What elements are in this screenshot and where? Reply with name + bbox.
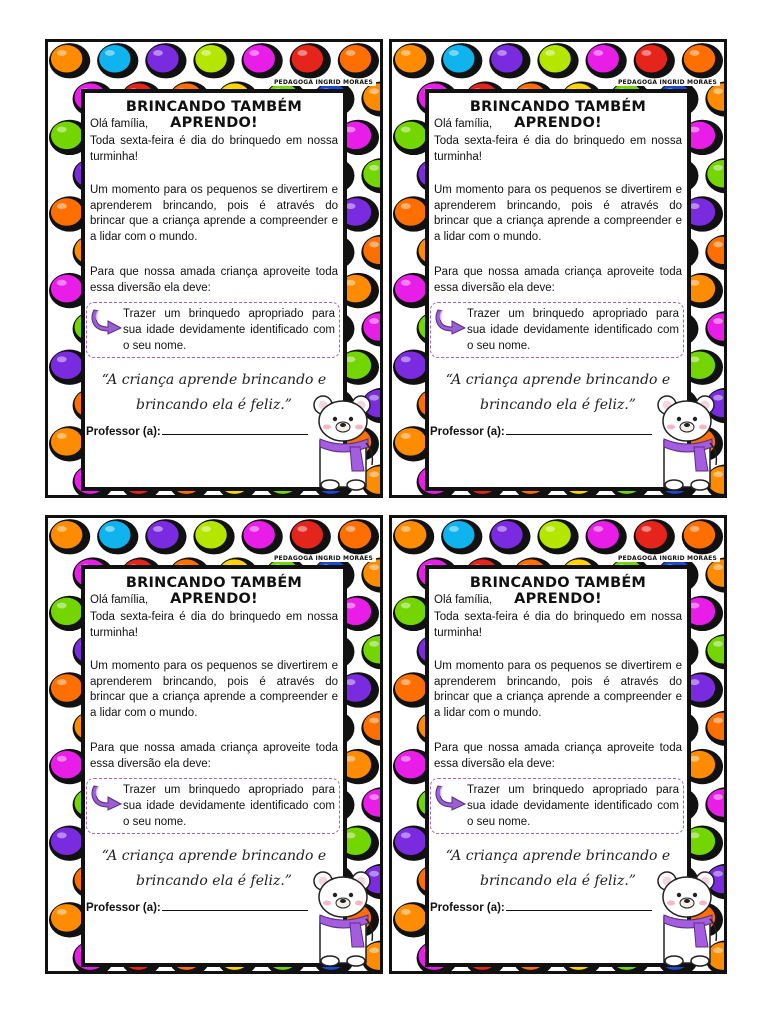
polka-dot (393, 519, 434, 554)
polka-dot (361, 711, 380, 746)
polka-dot (705, 711, 724, 746)
polka-dot (361, 311, 380, 346)
greeting: Olá família, (90, 118, 149, 130)
intro-paragraph: Toda sexta-feira é dia do brinquedo em nossa turminha! (434, 611, 682, 639)
polka-dot (489, 43, 530, 78)
greeting: Olá família, (90, 594, 149, 606)
content-panel (425, 565, 691, 967)
quote-line-1: “A criança aprende brincando e (445, 372, 671, 388)
greeting: Olá família, (434, 118, 493, 130)
teacher-label: Professor (a): (86, 902, 161, 914)
instruction-text: Trazer um brinquedo apropriado para sua idade devidamente identificado com o seu nome. (123, 308, 335, 352)
curved-arrow-icon (434, 783, 468, 811)
author-credit: PEDAGOGA INGRID MORAES (271, 79, 376, 86)
polka-dot (97, 43, 138, 78)
signature-line (506, 900, 652, 911)
polar-bear-illustration (310, 867, 376, 967)
intro-paragraph: Toda sexta-feira é dia do brinquedo em nossa turminha! (434, 135, 682, 163)
card-title: BRINCANDO TAMBÉM APRENDO! (125, 575, 303, 607)
polka-dot (441, 519, 482, 554)
polka-dot (145, 519, 186, 554)
instruction-text: Trazer um brinquedo apropriado para sua idade devidamente identificado com o seu nome. (123, 784, 335, 828)
purpose-paragraph: Um momento para os pequenos se divertirem e aprenderem brincando, pois é através do brincar que a criança aprende a compreender e a lidar com o mundo. (90, 660, 338, 719)
requirement-paragraph: Para que nossa amada criança aproveite toda essa diversão ela deve: (434, 266, 682, 294)
polka-dot (705, 235, 724, 270)
polka-dot (97, 519, 138, 554)
polka-dot (242, 519, 283, 554)
requirement-paragraph: Para que nossa amada criança aproveite toda essa diversão ela deve: (90, 742, 338, 770)
teacher-label: Professor (a): (430, 902, 505, 914)
teacher-signature-field (430, 900, 652, 914)
content-panel (81, 89, 347, 491)
author-credit: PEDAGOGA INGRID MORAES (615, 555, 720, 562)
polka-dot (634, 43, 675, 78)
polka-dot (634, 519, 675, 554)
instruction-box (86, 778, 340, 834)
quote-line-1: “A criança aprende brincando e (101, 848, 327, 864)
instruction-text: Trazer um brinquedo apropriado para sua idade devidamente identificado com o seu nome. (467, 308, 679, 352)
teacher-signature-field (86, 424, 308, 438)
polka-dot (338, 43, 379, 78)
polka-dot (361, 787, 380, 822)
polka-dot (361, 235, 380, 270)
polka-dot (338, 519, 379, 554)
card-title: BRINCANDO TAMBÉM APRENDO! (469, 99, 647, 131)
curved-arrow-icon (90, 783, 124, 811)
teacher-label: Professor (a): (430, 426, 505, 438)
polka-dot (193, 43, 234, 78)
polka-dot (537, 519, 578, 554)
polka-dot (705, 787, 724, 822)
intro-paragraph: Toda sexta-feira é dia do brinquedo em nossa turminha! (90, 135, 338, 163)
requirement-paragraph: Para que nossa amada criança aproveite toda essa diversão ela deve: (90, 266, 338, 294)
signature-line (162, 424, 308, 435)
instruction-text: Trazer um brinquedo apropriado para sua idade devidamente identificado com o seu nome. (467, 784, 679, 828)
polka-dot (361, 158, 380, 193)
note-card-3 (45, 515, 383, 974)
polka-dot (705, 557, 724, 592)
card-title: BRINCANDO TAMBÉM APRENDO! (125, 99, 303, 131)
polka-dot (489, 519, 530, 554)
polka-dot (290, 43, 331, 78)
polka-dot (705, 634, 724, 669)
author-credit: PEDAGOGA INGRID MORAES (615, 79, 720, 86)
greeting: Olá família, (434, 594, 493, 606)
polka-dot (361, 557, 380, 592)
quote-line-2: brincando ela é feliz.” (480, 873, 636, 889)
polka-dot (145, 43, 186, 78)
polka-dot (242, 43, 283, 78)
quote (85, 368, 343, 418)
polka-dot (682, 519, 723, 554)
polka-dot (441, 43, 482, 78)
polar-bear-illustration (654, 391, 720, 491)
quote-line-2: brincando ela é feliz.” (136, 873, 292, 889)
card-title: BRINCANDO TAMBÉM APRENDO! (469, 575, 647, 607)
purpose-paragraph: Um momento para os pequenos se divertirem e aprenderem brincando, pois é através do brincar que a criança aprende a compreender e a lidar com o mundo. (434, 184, 682, 243)
quote (429, 368, 687, 418)
polka-dot (586, 519, 627, 554)
polka-dot (705, 311, 724, 346)
signature-line (162, 900, 308, 911)
signature-line (506, 424, 652, 435)
teacher-signature-field (430, 424, 652, 438)
polka-dot (361, 634, 380, 669)
polka-dot (586, 43, 627, 78)
intro-paragraph: Toda sexta-feira é dia do brinquedo em nossa turminha! (90, 611, 338, 639)
quote-line-1: “A criança aprende brincando e (101, 372, 327, 388)
polka-dot (682, 43, 723, 78)
polka-dot (361, 81, 380, 116)
quote-line-2: brincando ela é feliz.” (480, 397, 636, 413)
note-card-2 (389, 39, 727, 498)
polka-dot (193, 519, 234, 554)
quote-line-1: “A criança aprende brincando e (445, 848, 671, 864)
instruction-box (430, 778, 684, 834)
curved-arrow-icon (90, 307, 124, 335)
content-panel (425, 89, 691, 491)
polka-dot (705, 81, 724, 116)
instruction-box (430, 302, 684, 358)
note-card-1 (45, 39, 383, 498)
polka-dot (49, 519, 90, 554)
note-card-4 (389, 515, 727, 974)
polka-dot (290, 519, 331, 554)
author-credit: PEDAGOGA INGRID MORAES (271, 555, 376, 562)
polar-bear-illustration (654, 867, 720, 967)
polar-bear-illustration (310, 391, 376, 491)
quote (429, 844, 687, 894)
quote-line-2: brincando ela é feliz.” (136, 397, 292, 413)
polka-dot (705, 158, 724, 193)
quote (85, 844, 343, 894)
teacher-label: Professor (a): (86, 426, 161, 438)
curved-arrow-icon (434, 307, 468, 335)
polka-dot (393, 43, 434, 78)
instruction-box (86, 302, 340, 358)
purpose-paragraph: Um momento para os pequenos se divertirem e aprenderem brincando, pois é através do brincar que a criança aprende a compreender e a lidar com o mundo. (90, 184, 338, 243)
polka-dot (49, 43, 90, 78)
polka-dot (537, 43, 578, 78)
content-panel (81, 565, 347, 967)
teacher-signature-field (86, 900, 308, 914)
requirement-paragraph: Para que nossa amada criança aproveite toda essa diversão ela deve: (434, 742, 682, 770)
purpose-paragraph: Um momento para os pequenos se divertirem e aprenderem brincando, pois é através do brincar que a criança aprende a compreender e a lidar com o mundo. (434, 660, 682, 719)
